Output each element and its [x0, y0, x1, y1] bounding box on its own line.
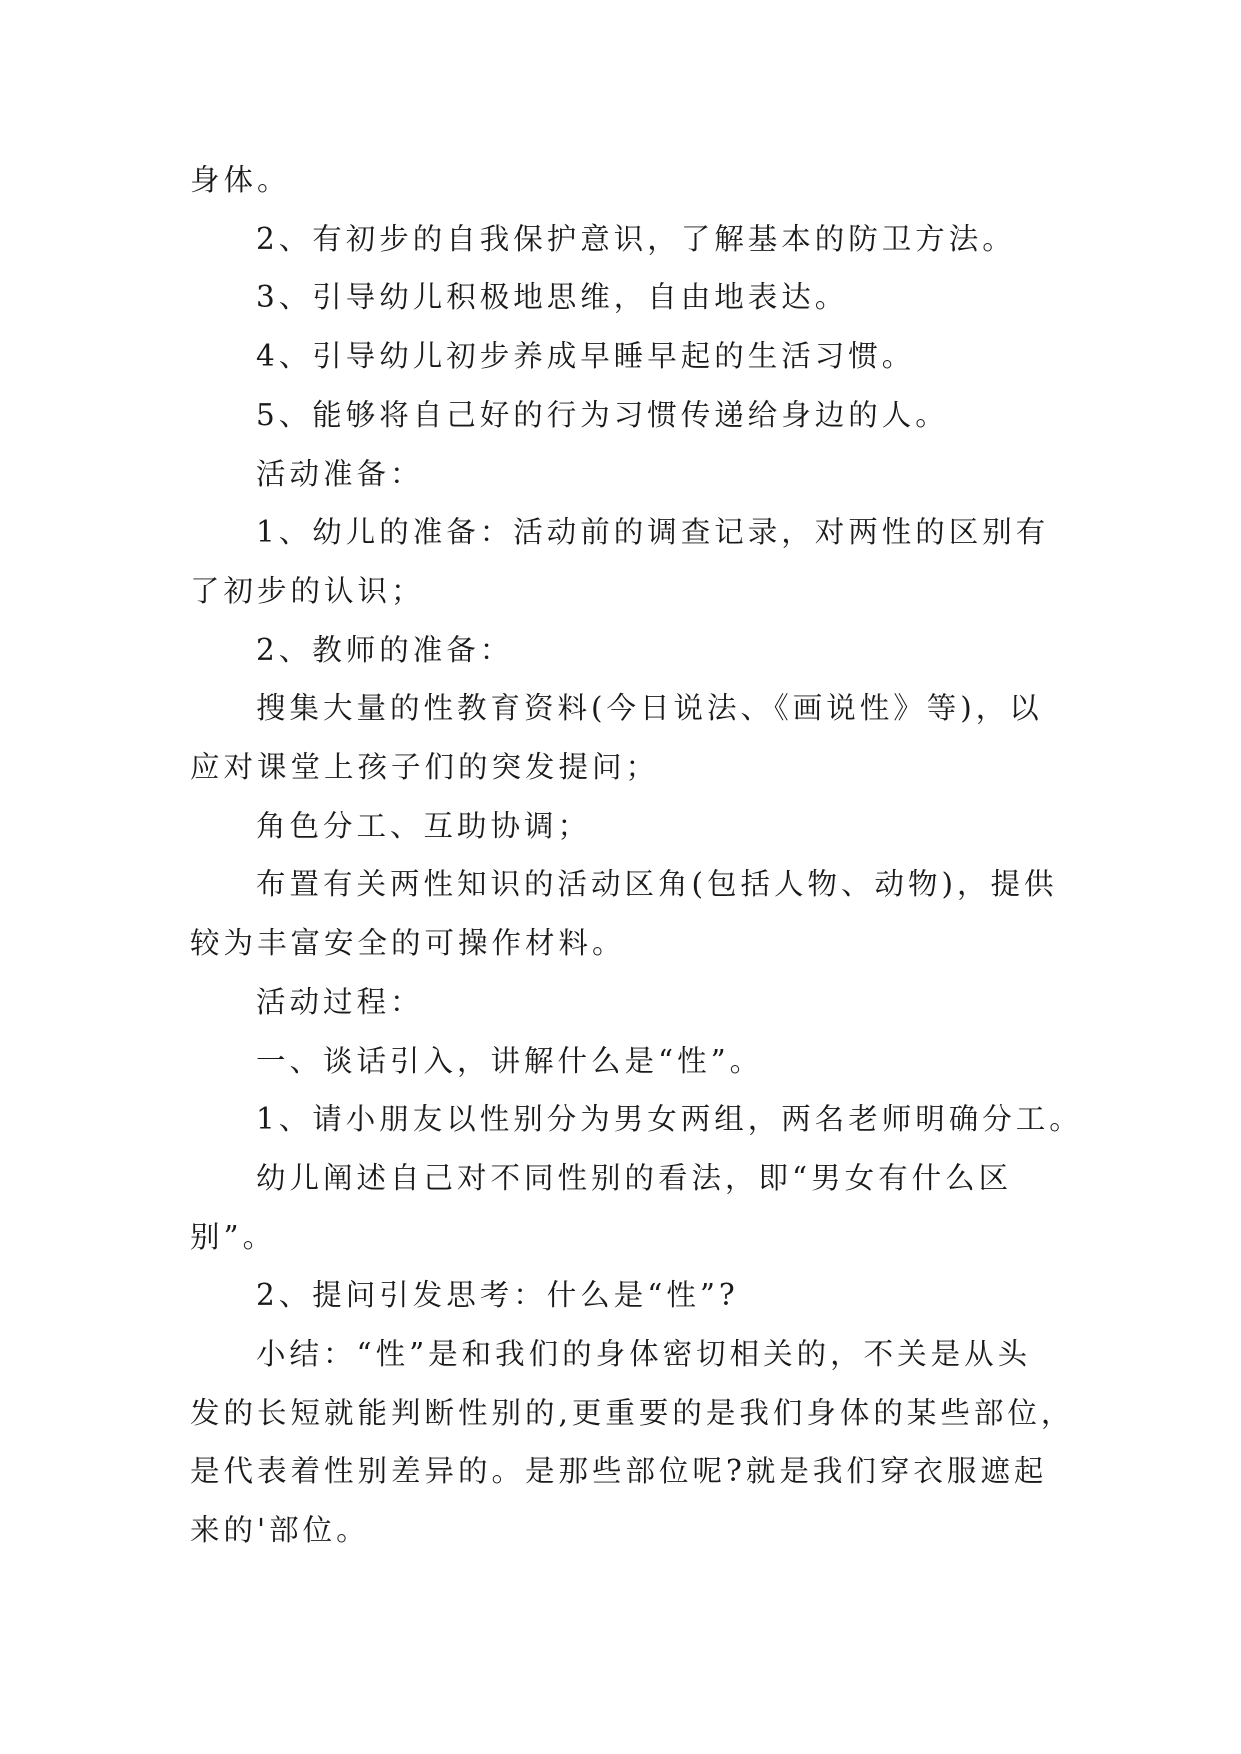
text-line: 幼儿阐述自己对不同性别的看法，即“男女有什么区	[256, 1160, 1013, 1195]
section-heading: 活动准备：	[256, 456, 424, 491]
text-line: 一、谈话引入，讲解什么是“性”。	[256, 1043, 764, 1078]
text-line: 3、引导幼儿积极地思维，自由地表达。	[256, 280, 849, 315]
text-line: 小结：“性”是和我们的身体密切相关的，不关是从头	[256, 1337, 1032, 1372]
text-line: 1、请小朋友以性别分为男女两组，两名老师明确分工。	[256, 1102, 1083, 1137]
text-line: 了初步的认识；	[190, 573, 425, 608]
text-line: 较为丰富安全的可操作材料。	[190, 926, 626, 961]
text-line: 发的长短就能判断性别的,更重要的是我们身体的某些部位，	[190, 1395, 1075, 1430]
text-line: 2、有初步的自我保护意识，了解基本的防卫方法。	[256, 221, 1016, 256]
text-line: 4、引导幼儿初步养成早睡早起的生活习惯。	[256, 339, 916, 374]
text-line: 1、幼儿的准备：活动前的调查记录，对两性的区别有	[256, 515, 1050, 550]
text-line: 搜集大量的性教育资料(今日说法、《画说性》等)，以	[256, 691, 1043, 726]
text-line: 2、提问引发思考：什么是“性”?	[256, 1278, 739, 1313]
document-body	[190, 151, 1083, 1560]
section-heading: 活动过程：	[256, 984, 424, 1019]
text-line: 身体。	[190, 163, 291, 197]
text-line: 别”。	[190, 1219, 277, 1254]
text-line: 角色分工、互助协调；	[256, 808, 592, 843]
text-line: 是代表着性别差异的。是那些部位呢?就是我们穿衣服遮起	[190, 1454, 1048, 1489]
text-line: 来的'部位。	[190, 1513, 370, 1548]
text-line: 2、教师的准备：	[256, 632, 514, 667]
text-line: 应对课堂上孩子们的突发提问；	[190, 750, 660, 785]
text-line: 布置有关两性知识的活动区角(包括人物、动物)，提供	[256, 867, 1058, 902]
text-line: 5、能够将自己好的行为习惯传递给身边的人。	[256, 397, 949, 432]
